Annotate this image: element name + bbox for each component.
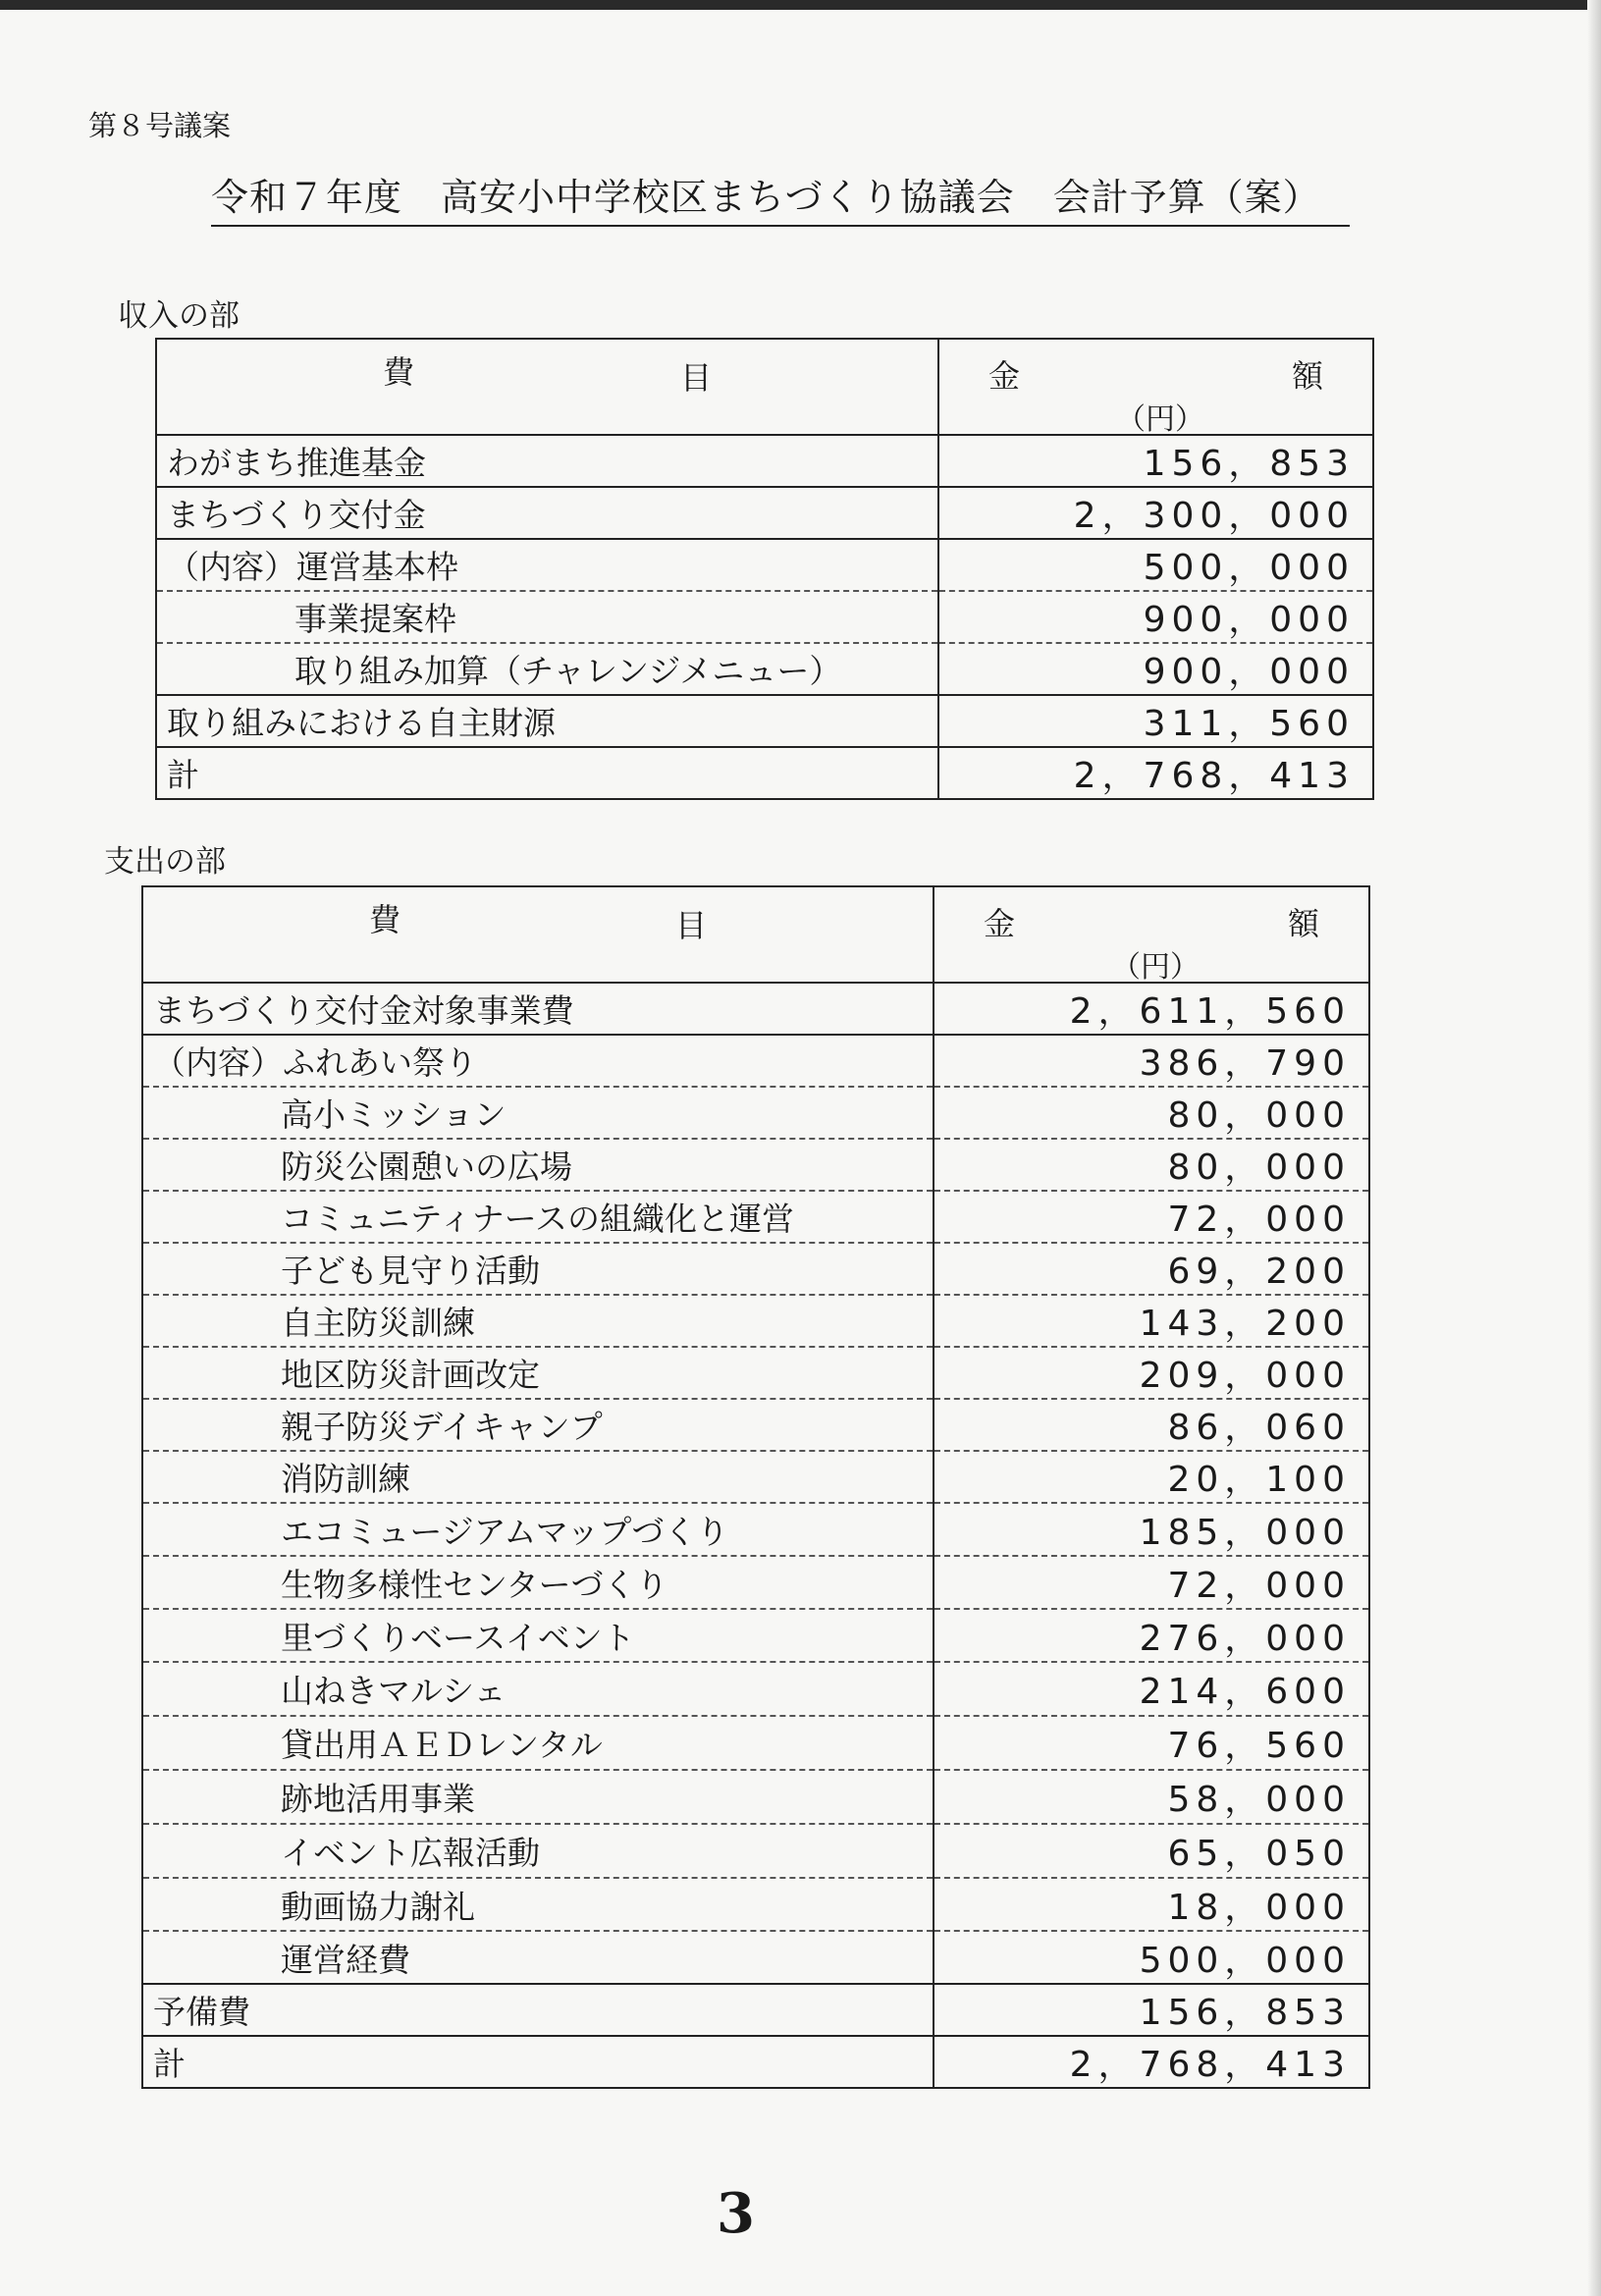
item-cell: コミュニティナースの組織化と運営 [142, 1191, 934, 1243]
header-item-cell [142, 886, 934, 983]
table-row [142, 1035, 1369, 1087]
amount-cell: 72，000 [934, 1556, 1369, 1609]
amount-cell: 500，000 [934, 1931, 1369, 1984]
amount-cell: 156，853 [934, 1984, 1369, 2036]
amount-cell: 18，000 [934, 1878, 1369, 1931]
amount-cell: 209，000 [934, 1347, 1369, 1399]
item-cell: 取り組みにおける自主財源 [156, 695, 938, 747]
item-cell: 高小ミッション [142, 1087, 934, 1139]
income-table [155, 338, 1374, 800]
amount-cell: 2，611，560 [934, 983, 1369, 1035]
amount-cell: 86，060 [934, 1399, 1369, 1451]
table-row-total [156, 747, 1373, 799]
item-cell: 計 [142, 2036, 934, 2088]
item-cell: 予備費 [142, 1984, 934, 2036]
table-row [142, 1295, 1369, 1347]
expense-table-header [142, 886, 1369, 983]
amount-cell: 500，000 [938, 539, 1373, 591]
income-section-label: 収入の部 [118, 298, 240, 334]
item-cell: 消防訓練 [142, 1451, 934, 1503]
table-row [142, 983, 1369, 1035]
amount-cell: 80，000 [934, 1139, 1369, 1191]
expense-table [141, 885, 1370, 2089]
table-row [142, 1451, 1369, 1503]
header-amount-label-a: 金 [988, 357, 1021, 395]
item-cell: 運営経費 [142, 1931, 934, 1984]
item-cell: 子ども見守り活動 [142, 1243, 934, 1295]
item-cell: （内容）ふれあい祭り [142, 1035, 934, 1087]
table-row [142, 1556, 1369, 1609]
table-row [156, 591, 1373, 643]
header-amount-label-a: 金 [984, 905, 1016, 942]
amount-cell: 143，200 [934, 1295, 1369, 1347]
amount-cell: 900，000 [938, 643, 1373, 695]
amount-cell: 185，000 [934, 1503, 1369, 1556]
amount-cell: 156，853 [938, 435, 1373, 487]
table-row [142, 1503, 1369, 1556]
header-amount-label-b: 額 [1291, 357, 1323, 395]
scan-edge [0, 0, 1601, 10]
table-row [142, 1878, 1369, 1931]
table-row [142, 1243, 1369, 1295]
item-cell: 跡地活用事業 [142, 1770, 934, 1824]
expense-section-label: 支出の部 [104, 844, 226, 880]
amount-cell: 69，200 [934, 1243, 1369, 1295]
item-cell: 山ねきマルシェ [142, 1662, 934, 1716]
amount-cell: 80，000 [934, 1087, 1369, 1139]
header-item-cell [156, 339, 938, 435]
table-row [142, 1716, 1369, 1770]
item-cell: まちづくり交付金対象事業費 [142, 983, 934, 1035]
table-row [142, 1087, 1369, 1139]
amount-cell: 2，768，413 [1069, 2045, 1351, 2085]
header-unit-label: （円） [1116, 402, 1204, 437]
amount-cell: 20，100 [934, 1451, 1369, 1503]
header-item-label-b: 目 [674, 907, 707, 944]
table-row [156, 487, 1373, 539]
table-row [156, 435, 1373, 487]
table-row [142, 1139, 1369, 1191]
scan-shadow [1587, 0, 1601, 2296]
header-item-label-a: 費 [383, 353, 415, 391]
item-cell: まちづくり交付金 [156, 487, 938, 539]
item-cell: 事業提案枠 [156, 591, 938, 643]
item-cell: イベント広報活動 [142, 1824, 934, 1878]
header-amount-cell [938, 339, 1373, 435]
item-cell: 地区防災計画改定 [142, 1347, 934, 1399]
table-row [142, 1984, 1369, 2036]
table-row [142, 1609, 1369, 1662]
amount-cell: 214，600 [934, 1662, 1369, 1716]
header-item-label-b: 目 [679, 359, 712, 397]
amount-cell: 386，790 [934, 1035, 1369, 1087]
amount-cell: 2，300，000 [938, 487, 1373, 539]
income-table-header [156, 339, 1373, 435]
page-number: 3 [717, 2181, 755, 2246]
item-cell: エコミュージアムマップづくり [142, 1503, 934, 1556]
amount-cell: 2，768，413 [1073, 756, 1355, 796]
table-row-total [142, 2036, 1369, 2088]
item-cell: （内容）運営基本枠 [156, 539, 938, 591]
item-cell: 親子防災デイキャンプ [142, 1399, 934, 1451]
table-row [142, 1191, 1369, 1243]
item-cell: 貸出用ＡＥＤレンタル [142, 1716, 934, 1770]
item-cell: 計 [156, 747, 938, 799]
table-row [142, 1824, 1369, 1878]
table-row [142, 1662, 1369, 1716]
item-cell: 取り組み加算（チャレンジメニュー） [156, 643, 938, 695]
amount-cell: 276，000 [934, 1609, 1369, 1662]
table-row [156, 695, 1373, 747]
table-row [156, 643, 1373, 695]
table-row [156, 539, 1373, 591]
amount-cell: 900，000 [938, 591, 1373, 643]
header-amount-cell [934, 886, 1369, 983]
amount-cell: 65，050 [934, 1824, 1369, 1878]
amount-cell: 58，000 [934, 1770, 1369, 1824]
item-cell: 自主防災訓練 [142, 1295, 934, 1347]
page-title: 令和７年度 高安小中学校区まちづくり協議会 会計予算（案） [211, 167, 1350, 227]
header-amount-label-b: 額 [1287, 905, 1319, 942]
table-row [142, 1770, 1369, 1824]
item-cell: わがまち推進基金 [156, 435, 938, 487]
item-cell: 防災公園憩いの広場 [142, 1139, 934, 1191]
header-unit-label: （円） [1111, 950, 1200, 985]
amount-cell: 311，560 [938, 695, 1373, 747]
amount-cell: 72，000 [934, 1191, 1369, 1243]
item-cell: 動画協力謝礼 [142, 1878, 934, 1931]
item-cell: 生物多様性センターづくり [142, 1556, 934, 1609]
header-item-label-a: 費 [369, 901, 401, 938]
amount-cell: 76，560 [934, 1716, 1369, 1770]
table-row [142, 1931, 1369, 1984]
document-number: 第８号議案 [88, 109, 232, 142]
table-row [142, 1347, 1369, 1399]
item-cell: 里づくりベースイベント [142, 1609, 934, 1662]
table-row [142, 1399, 1369, 1451]
